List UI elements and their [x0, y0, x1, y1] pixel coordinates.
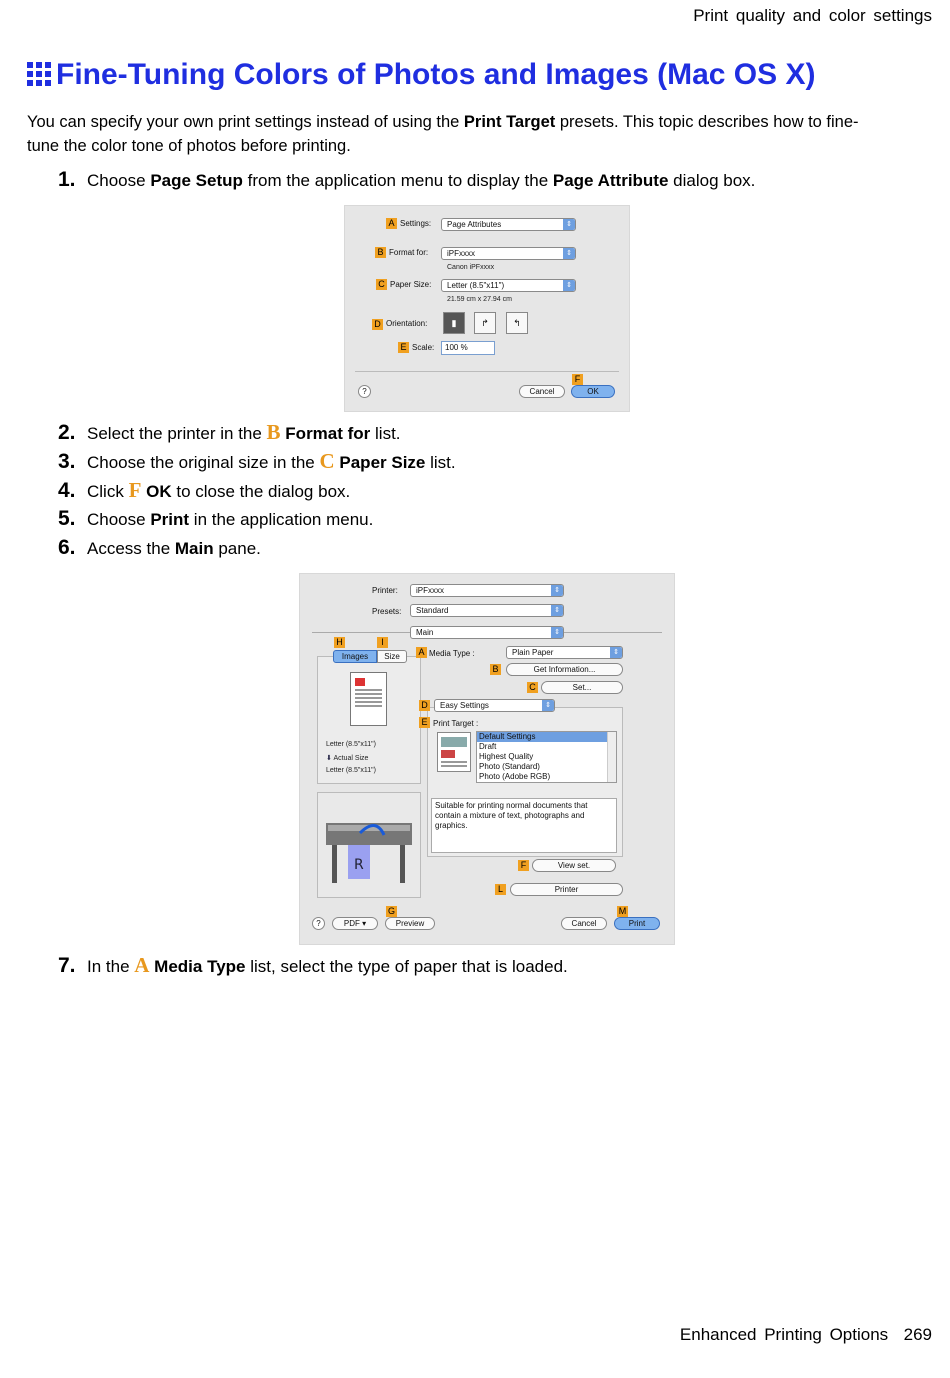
step-text: dialog box. [668, 171, 756, 190]
format-for-sub: Canon iPFxxxx [447, 264, 495, 271]
list-item[interactable]: Photo (Standard) [479, 762, 540, 771]
cancel-button[interactable]: Cancel [519, 385, 565, 398]
step-3 [58, 449, 456, 474]
step-text: Click [87, 482, 129, 501]
step-number: 2. [58, 421, 76, 444]
get-information-button[interactable]: Get Information... [506, 663, 623, 676]
list-item[interactable]: Highest Quality [479, 752, 534, 761]
output-size-mode: Actual Size [333, 755, 369, 762]
step-bold: Format for [285, 424, 371, 443]
step-text: list. [370, 424, 401, 443]
page-thumbnail-icon [350, 672, 387, 726]
step-text: Choose the original size in the [87, 453, 320, 472]
step-bold: Print [150, 510, 190, 529]
set-button[interactable]: Set... [541, 681, 623, 694]
grid-icon [26, 61, 52, 87]
original-size-text: Letter (8.5"x11") [326, 741, 376, 748]
output-size-row [326, 754, 368, 762]
settings-popup[interactable] [441, 218, 576, 231]
page-setup-dialog [344, 205, 630, 412]
callout-b: B [490, 664, 501, 675]
printer-illustration-icon [317, 792, 421, 898]
printer-value: iPFxxxx [416, 586, 444, 595]
step-text: list, select the type of paper that is loaded. [245, 957, 568, 976]
step-callout-letter: C [319, 449, 335, 473]
pdf-menu-button[interactable]: PDF ▾ [332, 917, 378, 930]
page-number: 269 [903, 1325, 932, 1344]
updown-icon: ⇕ [551, 605, 563, 616]
orientation-landscape-icon[interactable]: ↱ [474, 312, 496, 334]
list-item[interactable]: Draft [479, 742, 497, 751]
cancel-button[interactable]: Cancel [561, 917, 607, 930]
output-size-text: Letter (8.5"x11") [326, 767, 376, 774]
step-number: 7. [58, 954, 76, 977]
step-number: 3. [58, 450, 76, 473]
tab-size[interactable]: Size [377, 650, 407, 663]
callout-d: D [419, 700, 430, 711]
step-number: 5. [58, 507, 76, 530]
scale-label: Scale: [412, 343, 435, 352]
updown-icon: ⇕ [542, 700, 554, 711]
callout-b: B [375, 247, 386, 258]
pane-popup[interactable] [410, 626, 564, 639]
target-preview-icon [437, 732, 471, 772]
callout-f: F [518, 860, 529, 871]
callout-a: A [416, 647, 427, 658]
callout-f: F [572, 374, 583, 385]
orientation-portrait-icon[interactable]: ▮ [443, 312, 465, 334]
callout-d: D [372, 319, 383, 330]
down-arrow-icon: ⬇ [326, 755, 334, 762]
callout-i: I [377, 637, 388, 648]
step-text: Choose [87, 171, 151, 190]
step-bold: Paper Size [339, 453, 426, 472]
updown-icon: ⇕ [610, 647, 622, 658]
step-text: from the application menu to display the [242, 171, 553, 190]
step-2 [58, 420, 401, 445]
updown-icon: ⇕ [563, 219, 575, 230]
paper-size-label: Paper Size: [390, 280, 432, 289]
callout-h: H [334, 637, 345, 648]
orientation-reverse-landscape-icon[interactable]: ↰ [506, 312, 528, 334]
step-5 [58, 507, 373, 531]
callout-a: A [386, 218, 397, 229]
step-bold: OK [146, 482, 172, 501]
ok-button[interactable]: OK [571, 385, 615, 398]
step-bold: Page Setup [150, 171, 243, 190]
callout-e: E [419, 717, 430, 728]
step-text: in the application menu. [189, 510, 374, 529]
format-for-label: Format for: [389, 248, 429, 257]
scale-input[interactable]: 100 % [441, 341, 495, 355]
format-for-popup[interactable] [441, 247, 576, 260]
step-1 [58, 168, 755, 192]
updown-icon: ⇕ [563, 280, 575, 291]
preview-button[interactable]: Preview [385, 917, 435, 930]
paper-size-value: Letter (8.5"x11") [447, 281, 505, 290]
updown-icon: ⇕ [551, 585, 563, 596]
callout-c: C [527, 682, 538, 693]
step-text: Select the printer in the [87, 424, 267, 443]
settings-value: Page Attributes [447, 220, 502, 229]
callout-l: L [495, 884, 506, 895]
step-text: Choose [87, 510, 151, 529]
orientation-label: Orientation: [386, 319, 428, 328]
media-type-popup[interactable] [506, 646, 623, 659]
pane-value: Main [416, 628, 434, 637]
printer-button[interactable]: Printer [510, 883, 623, 896]
callout-c: C [376, 279, 387, 290]
media-type-value: Plain Paper [512, 648, 554, 657]
intro-paragraph [27, 110, 867, 158]
step-callout-letter: F [128, 478, 142, 502]
paper-size-sub: 21.59 cm x 27.94 cm [447, 296, 512, 303]
svg-text:R: R [354, 857, 364, 873]
print-dialog [299, 573, 675, 945]
paper-size-popup[interactable] [441, 279, 576, 292]
callout-e: E [398, 342, 409, 353]
description-box: Suitable for printing normal documents that contain a mixture of text, photographs and graphics. [431, 798, 617, 853]
intro-bold: Print Target [463, 113, 556, 131]
settings-label: Settings: [400, 219, 432, 228]
list-item[interactable]: Default Settings [477, 732, 616, 742]
running-header: Print quality and color settings [693, 6, 932, 25]
step-callout-letter: B [266, 420, 281, 444]
footer-chapter: Enhanced Printing Options [679, 1325, 889, 1344]
step-text: to close the dialog box. [171, 482, 351, 501]
step-6 [58, 536, 261, 560]
page-title-text: Fine-Tuning Colors of Photos and Images (Mac OS X) [56, 58, 816, 91]
intro-text: You can specify your own print settings instead of using the [27, 113, 464, 131]
step-number: 1. [58, 168, 76, 191]
page-title [26, 58, 815, 92]
tab-images[interactable]: Images [333, 650, 377, 663]
printer-label: Printer: [372, 586, 398, 595]
list-scrollbar[interactable] [607, 732, 616, 783]
presets-value: Standard [416, 606, 449, 615]
step-number: 6. [58, 536, 76, 559]
step-text: pane. [213, 539, 261, 558]
print-button[interactable]: Print [614, 917, 660, 930]
callout-g: G [387, 906, 395, 916]
page-footer [680, 1325, 932, 1345]
media-type-label: Media Type : [429, 649, 475, 658]
list-item[interactable]: Photo (Adobe RGB) [479, 772, 551, 781]
help-button[interactable]: ? [312, 917, 325, 930]
presets-popup[interactable] [410, 604, 564, 617]
presets-label: Presets: [372, 607, 402, 616]
step-text: Access the [87, 539, 175, 558]
updown-icon: ⇕ [563, 248, 575, 259]
print-target-list[interactable] [476, 731, 617, 783]
view-set-button[interactable]: View set. [532, 859, 616, 872]
divider [355, 371, 619, 372]
format-for-value: iPFxxxx [447, 249, 475, 258]
updown-icon: ⇕ [551, 627, 563, 638]
step-bold: Page Attribute [552, 171, 669, 190]
step-bold: Main [174, 539, 214, 558]
step-7 [58, 953, 568, 978]
step-4 [58, 478, 350, 503]
callout-m: M [618, 906, 627, 916]
step-text: list. [425, 453, 456, 472]
print-target-label: Print Target : [433, 719, 479, 728]
step-bold: Media Type [154, 957, 246, 976]
intro-text-end: presets. This topic describes how to fine-tune the color tone of photos before printing. [27, 113, 859, 155]
step-callout-letter: A [134, 953, 150, 977]
easy-settings-value: Easy Settings [440, 701, 489, 710]
printer-popup[interactable] [410, 584, 564, 597]
step-text: In the [87, 957, 135, 976]
step-number: 4. [58, 479, 76, 502]
easy-settings-popup[interactable] [434, 699, 555, 712]
help-button[interactable]: ? [358, 385, 371, 398]
